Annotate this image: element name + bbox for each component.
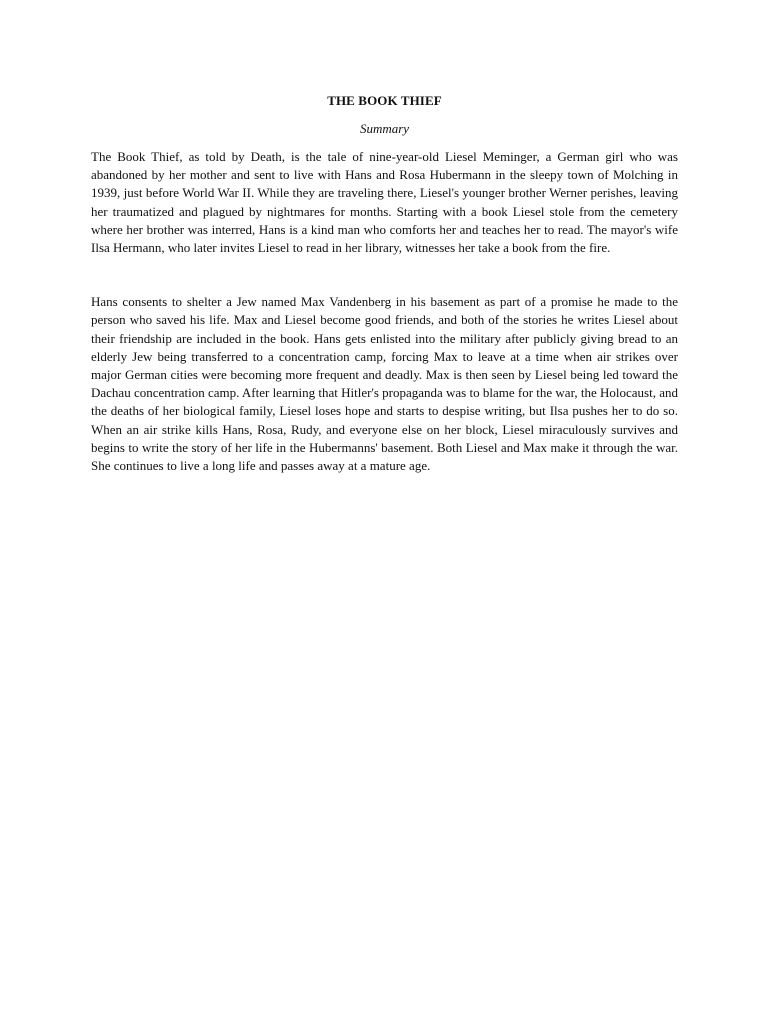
summary-paragraph-1: The Book Thief, as told by Death, is the tale of nine-year-old Liesel Meminger, a German girl who was abandoned by her mother and sent to live with Hans and Rosa Hubermann in the sleepy town of Molching in 1939, just before World War II. While they are traveling there, Liesel's younger brother Werner perishes, leaving her traumatized and plagued by nightmares for months. Starting with a book Liesel stole from the cemetery where her brother was interred, Hans is a kind man who comforts her and teaches her to read. The mayor's wife Ilsa Hermann, who later invites Liesel to read in her library, witnesses her take a book from the fire. [91,149,678,256]
document-page [91,92,678,475]
document-title: THE BOOK THIEF [327,93,442,108]
summary-paragraph-2: Hans consents to shelter a Jew named Max Vandenberg in his basement as part of a promise he made to the person who saved his life. Max and Liesel become good friends, and both of the stories he writes Liesel about their friendship are included in the book. Hans gets enlisted into the military after publicly giving bread to an elderly Jew being transferred to a concentration camp, forcing Max to leave at a time when air strikes over major German cities were becoming more frequent and deadly. Max is then seen by Liesel being led toward the Dachau concentration camp. After learning that Hitler's propaganda was to blame for the war, the Holocaust, and the deaths of her biological family, Liesel loses hope and starts to despise writing, but Ilsa pushes her to do so. When an air strike kills Hans, Rosa, Rudy, and everyone else on her block, Liesel miraculously survives and begins to write the story of her life in the Hubermanns' basement. Both Liesel and Max make it through the war. She continues to live a long life and passes away at a mature age. [91,294,678,474]
document-subtitle: Summary [359,121,410,136]
